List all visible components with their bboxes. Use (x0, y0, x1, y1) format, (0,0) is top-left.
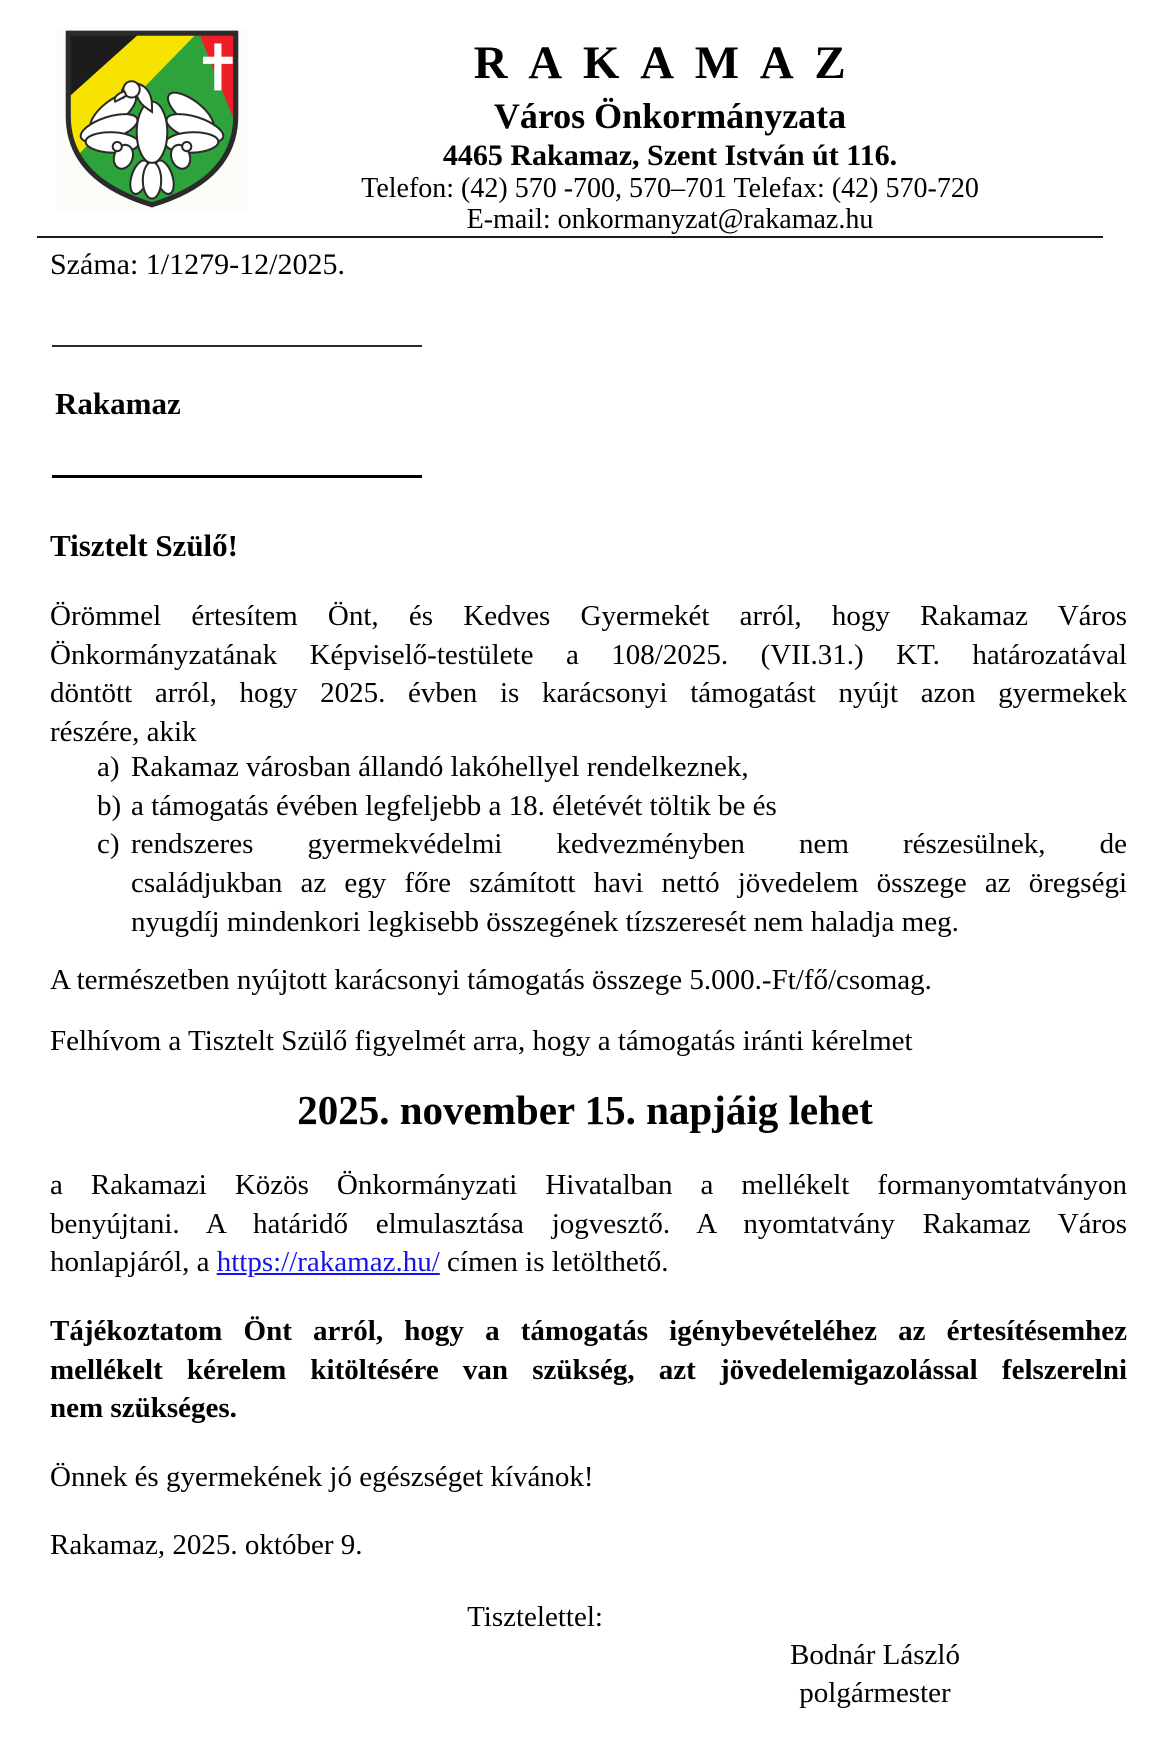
paragraph-notice-lastline: nem szükséges. (50, 1392, 237, 1425)
municipality-subtitle: Város Önkormányzata (493, 96, 847, 136)
letterhead (170, 32, 1170, 235)
list-item-text: rendszeres gyermekvédelmi kedvezményben nem részesülnek, de családjukban az egy főre számított havi nettó jövedelem összege az öregségi nyugdíj mindenkori legkisebb összegének tízszeresét nem haladja meg. (131, 828, 1127, 938)
closing-phrase: Tisztelettel: (467, 1601, 603, 1633)
paragraph-notice-lines: Tájékoztatom Önt arról, hogy a támogatás igénybevételéhez az értesítésemhez mellékelt kérelem kitöltésére van szükség, azt jövedelemigazolással felszerelni (50, 1315, 1127, 1386)
list-item-b (50, 787, 1127, 826)
paragraph-wishes: Önnek és gyermekének jó egészséget kívánok! (50, 1461, 594, 1493)
paragraph-intro: Örömmel értesítem Önt, és Kedves Gyermekét arról, hogy Rakamaz Város Önkormányzatának Képviselő-testülete a 108/2025. (VII.31.) KT. határozatával döntött arról, hogy 2025. évben is karácsonyi támogatást nyújt azon gyermekek részére, akik (50, 600, 1127, 749)
salutation: Tisztelt Szülő! (50, 528, 238, 563)
fill-in-line (52, 475, 422, 478)
list-item-text: Rakamaz városban állandó lakóhellyel rendelkeznek, (131, 751, 749, 783)
phone-fax-line: Telefon: (42) 570 -700, 570–701 Telefax: (42) 570-720 (361, 173, 979, 204)
list-item-text: a támogatás évében legfeljebb a 18. életévét töltik be és (131, 789, 777, 822)
paragraph-support-amount: A természetben nyújtott karácsonyi támogatás összege 5.000.-Ft/fő/csomag. (50, 964, 932, 996)
dateline: Rakamaz, 2025. október 9. (50, 1529, 363, 1561)
city-title: RAKAMAZ (473, 37, 867, 89)
addressee: Rakamaz (55, 386, 181, 421)
rakamaz-website-link[interactable]: https://rakamaz.hu/ (216, 1246, 440, 1279)
reference-number: Száma: 1/1279-12/2025. (50, 248, 345, 281)
conditions-list (50, 748, 1127, 942)
link-suffix-text: címen is letölthető. (439, 1246, 669, 1279)
list-marker: c) (97, 828, 120, 861)
paragraph-submission-lines: a Rakamazi Közös Önkormányzati Hivatalban a mellékelt formanyomtatványon benyújtani. A határidő elmulasztása jogvesztő. A nyomtatvány Rakamaz Város (50, 1169, 1127, 1240)
signer-role: polgármester (799, 1677, 951, 1709)
deadline-heading: 2025. november 15. napjáig lehet (297, 1087, 873, 1133)
list-marker: a) (97, 751, 120, 783)
list-item-a (50, 748, 1127, 787)
fill-in-line (52, 345, 422, 347)
header-divider (37, 236, 1103, 238)
paragraph-submission-lastline (50, 1243, 1127, 1282)
list-item-c (50, 825, 1127, 941)
signer-name: Bodnár László (790, 1639, 960, 1671)
link-prefix-text: honlapjáról, a (50, 1246, 217, 1279)
paragraph-submission (50, 1166, 1127, 1282)
list-marker: b) (97, 789, 122, 822)
email-line: E-mail: onkormanyzat@rakamaz.hu (466, 204, 874, 235)
paragraph-deadline-intro: Felhívom a Tisztelt Szülő figyelmét arra, hogy a támogatás iránti kérelmet (50, 1025, 913, 1057)
paragraph-notice-bold (50, 1312, 1127, 1428)
postal-address: 4465 Rakamaz, Szent István út 116. (442, 139, 898, 172)
